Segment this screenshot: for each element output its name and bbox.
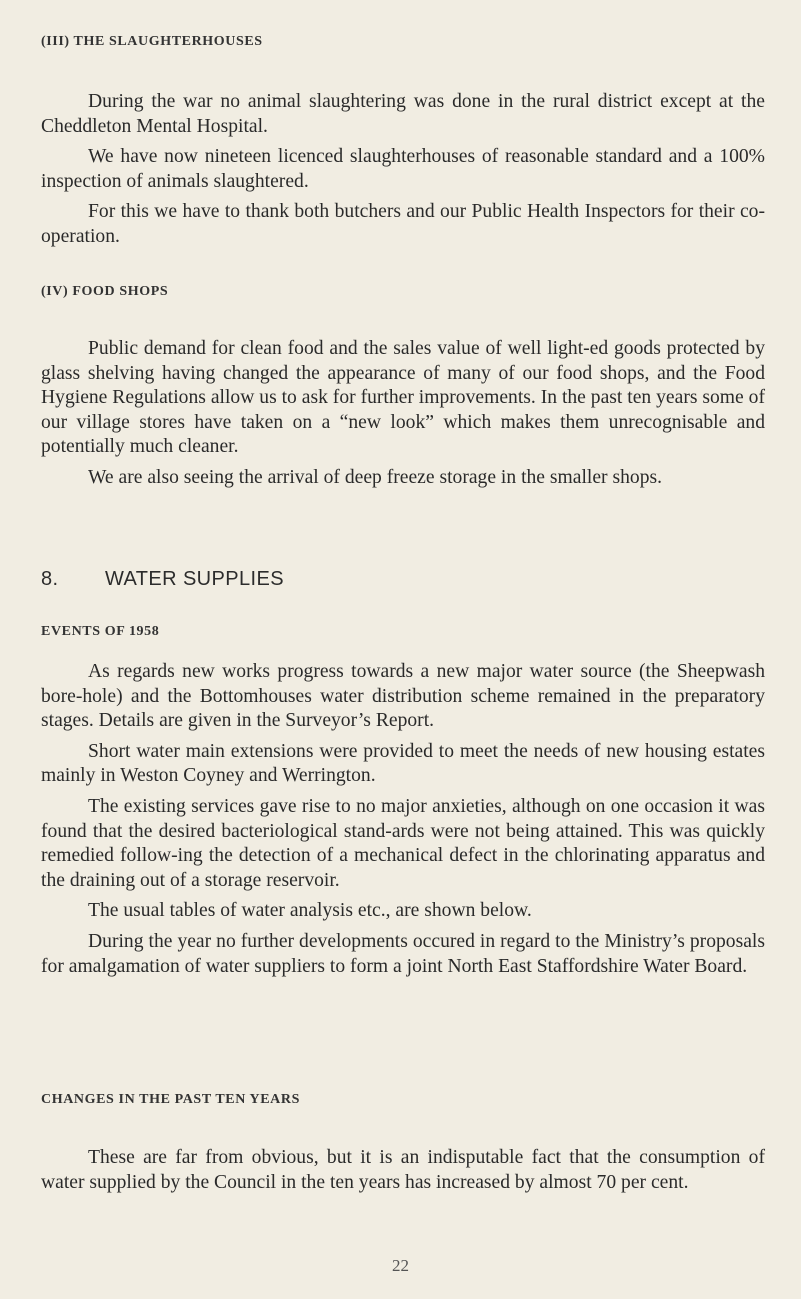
paragraph: Short water main extensions were provided to meet the needs of new housing estates mainly in Weston Coyney and Werrington. <box>41 740 765 787</box>
paragraph: These are far from obvious, but it is an indisputable fact that the consumption of water supplied by the Council in the ten years has increased by almost 70 per cent. <box>41 1147 765 1193</box>
food-shops-body <box>41 337 765 497</box>
section-number: 8. <box>41 568 59 590</box>
paragraph: The usual tables of water analysis etc., are shown below. <box>88 900 532 922</box>
section-heading-food-shops: (IV) FOOD SHOPS <box>41 284 169 299</box>
events-1958-body <box>41 660 765 985</box>
paragraph: The existing services gave rise to no major anxieties, although on one occasion it was found that the desired bacteriological stand-ards were not being attained. This was quickly remedied follow-ing the detection of a mechanical defect in the chlorinating apparatus and the draining out of a storage reservoir. <box>41 795 765 891</box>
section-heading-water-supplies <box>41 568 284 591</box>
paragraph: As regards new works progress towards a new major water source (the Sheepwash bore-hole) and the Bottomhouses water distribution scheme remained in the preparatory stages. Details are given in the Surveyor’s Report. <box>41 661 765 732</box>
subheading-events-1958: EVENTS OF 1958 <box>41 624 160 639</box>
changes-body <box>41 1146 765 1201</box>
page-number: 22 <box>392 1256 409 1275</box>
paragraph: We have now nineteen licenced slaughterhouses of reasonable standard and a 100% inspection of animals slaughtered. <box>41 146 765 192</box>
paragraph: During the war no animal slaughtering was done in the rural district except at the Cheddleton Mental Hospital. <box>41 91 765 137</box>
subheading-changes: CHANGES IN THE PAST TEN YEARS <box>41 1092 300 1107</box>
paragraph: During the year no further developments occured in regard to the Ministry’s proposals for amalgamation of water suppliers to form a joint North East Staffordshire Water Board. <box>41 930 765 977</box>
section-title: WATER SUPPLIES <box>105 568 284 590</box>
paragraph: Public demand for clean food and the sales value of well light-ed goods protected by glass shelving having changed the appearance of many of our food shops, and the Food Hygiene Regulations allow us to ask for further improvements. In the past ten years some of our village stores have taken on a “new look” which makes them unrecognisable and potentially much cleaner. <box>41 338 765 458</box>
paragraph: We are also seeing the arrival of deep freeze storage in the smaller shops. <box>88 466 663 488</box>
slaughterhouses-body <box>41 90 765 256</box>
paragraph: For this we have to thank both butchers and our Public Health Inspectors for their co-operation. <box>41 201 765 247</box>
section-heading-slaughterhouses: (III) THE SLAUGHTERHOUSES <box>41 34 263 49</box>
